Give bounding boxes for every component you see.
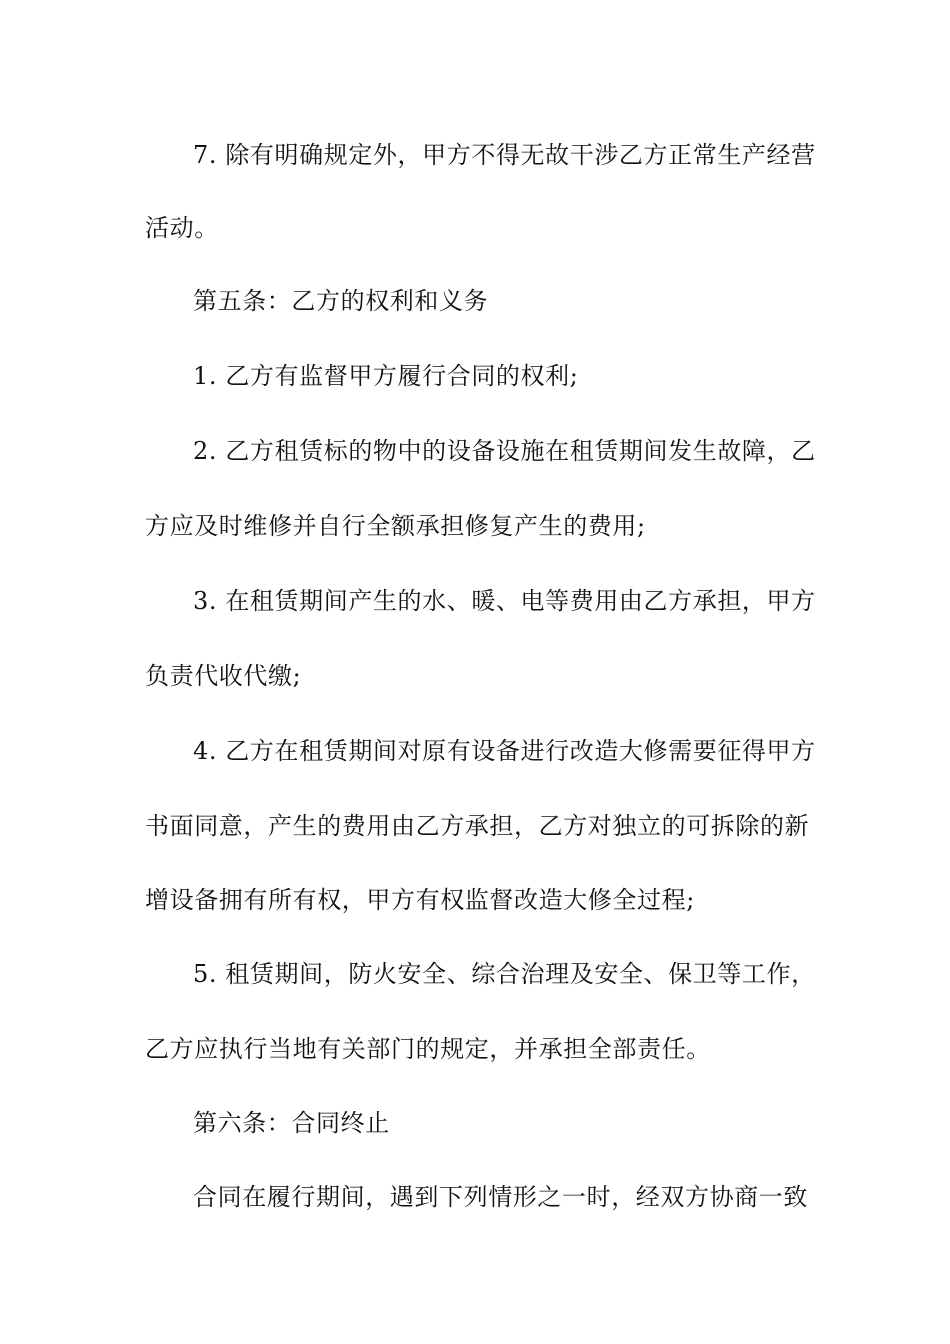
clause-5-item-3-line-2: 负责代收代缴; <box>145 662 302 690</box>
clause-5-item-4-line-2: 书面同意，产生的费用由乙方承担，乙方对独立的可拆除的新 <box>145 812 810 840</box>
clause-5-item-5-line-1: 5. 租赁期间，防火安全、综合治理及安全、保卫等工作， <box>193 960 816 988</box>
clause-4-item-7-line-2: 活动。 <box>145 214 219 242</box>
section-heading-article-6: 第六条：合同终止 <box>193 1109 390 1137</box>
clause-4-item-7-line-1: 7. 除有明确规定外，甲方不得无故干涉乙方正常生产经营 <box>193 141 816 169</box>
clause-5-item-4-line-3: 增设备拥有所有权，甲方有权监督改造大修全过程; <box>145 886 695 914</box>
clause-6-intro-line-1: 合同在履行期间，遇到下列情形之一时，经双方协商一致 <box>193 1183 808 1211</box>
clause-5-item-4-line-1: 4. 乙方在租赁期间对原有设备进行改造大修需要征得甲方 <box>193 737 816 765</box>
clause-5-item-5-line-2: 乙方应执行当地有关部门的规定，并承担全部责任。 <box>145 1035 711 1063</box>
clause-5-item-1: 1. 乙方有监督甲方履行合同的权利; <box>193 362 579 390</box>
clause-5-item-3-line-1: 3. 在租赁期间产生的水、暖、电等费用由乙方承担，甲方 <box>193 587 816 615</box>
section-heading-article-5: 第五条：乙方的权利和义务 <box>193 287 489 315</box>
clause-5-item-2-line-2: 方应及时维修并自行全额承担修复产生的费用; <box>145 512 646 540</box>
clause-5-item-2-line-1: 2. 乙方租赁标的物中的设备设施在租赁期间发生故障，乙 <box>193 437 816 465</box>
